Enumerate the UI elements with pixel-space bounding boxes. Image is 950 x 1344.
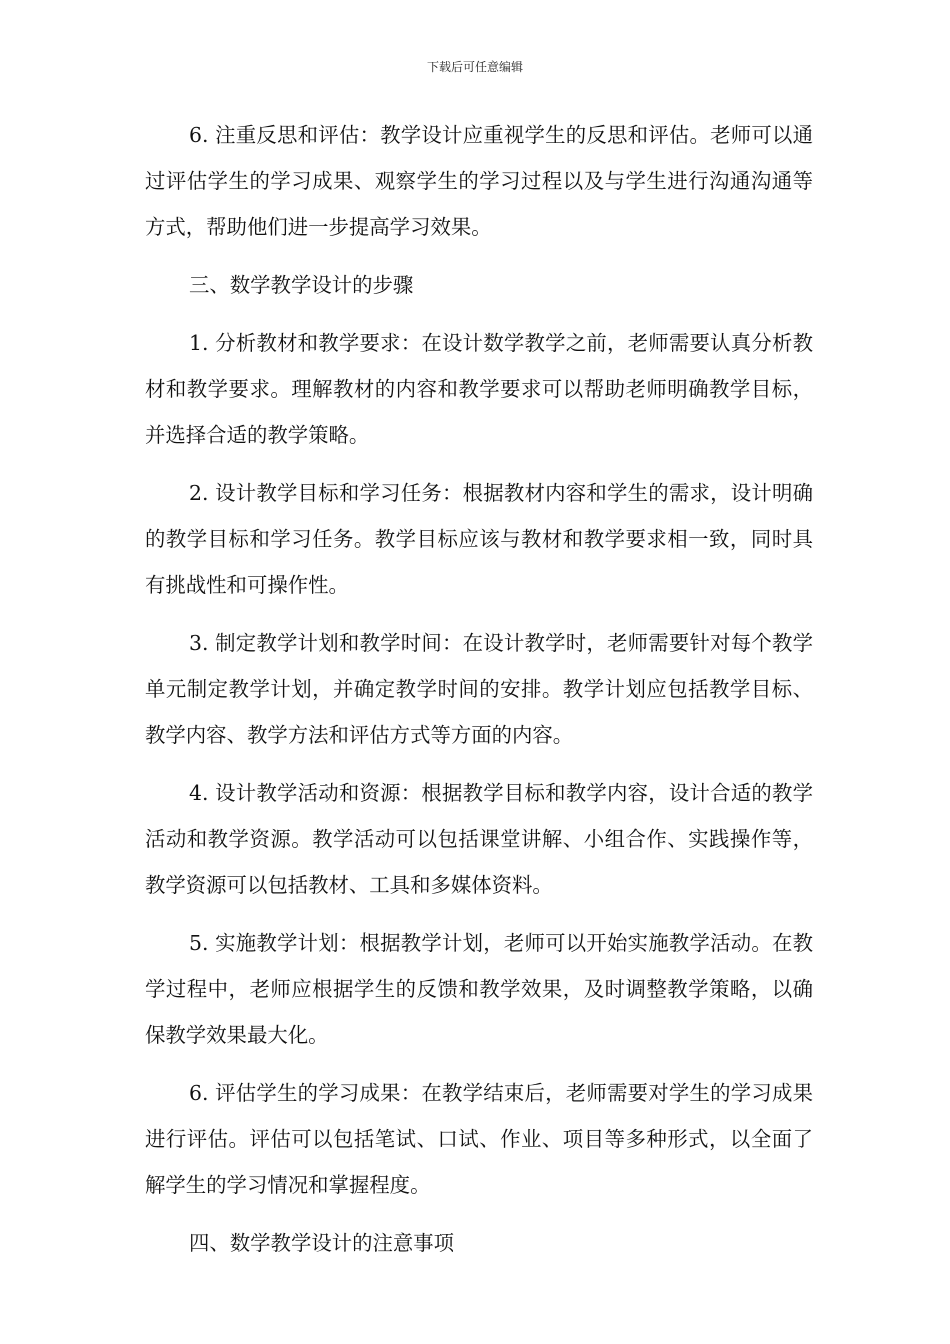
paragraph-step-4: 4. 设计教学活动和资源：根据教学目标和教学内容，设计合适的教学活动和教学资源。教学活动可以包括课堂讲解、小组合作、实践操作等，教学资源可以包括教材、工具和多媒体资料。 [145,781,813,897]
paragraph-step-6: 6. 评估学生的学习成果：在教学结束后，老师需要对学生的学习成果进行评估。评估可以包括笔试、口试、作业、项目等多种形式，以全面了解学生的学习情况和掌握程度。 [145,1081,813,1197]
section-heading-notes: 四、数学教学设计的注意事项 [189,1231,455,1255]
paragraph-step-2: 2. 设计教学目标和学习任务：根据教材内容和学生的需求，设计明确的教学目标和学习任务。教学目标应该与教材和教学要求相一致，同时具有挑战性和可操作性。 [145,481,813,597]
paragraph-step-1: 1. 分析教材和教学要求：在设计数学教学之前，老师需要认真分析教材和教学要求。理解教材的内容和教学要求可以帮助老师明确教学目标，并选择合适的教学策略。 [145,331,813,447]
paragraph-step-5: 5. 实施教学计划：根据教学计划，老师可以开始实施教学活动。在教学过程中，老师应根据学生的反馈和教学效果，及时调整教学策略，以确保教学效果最大化。 [145,931,813,1047]
paragraph-step-3: 3. 制定教学计划和教学时间：在设计教学时，老师需要针对每个教学单元制定教学计划，并确定教学时间的安排。教学计划应包括教学目标、教学内容、教学方法和评估方式等方面的内容。 [145,631,813,747]
paragraph-reflection-evaluation: 6. 注重反思和评估：教学设计应重视学生的反思和评估。老师可以通过评估学生的学习成果、观察学生的学习过程以及与学生进行沟通沟通等方式，帮助他们进一步提高学习效果。 [145,123,813,239]
page-header-note: 下载后可任意编辑 [426,60,523,74]
section-heading-steps: 三、数学教学设计的步骤 [189,273,414,297]
document-body [145,112,813,1278]
